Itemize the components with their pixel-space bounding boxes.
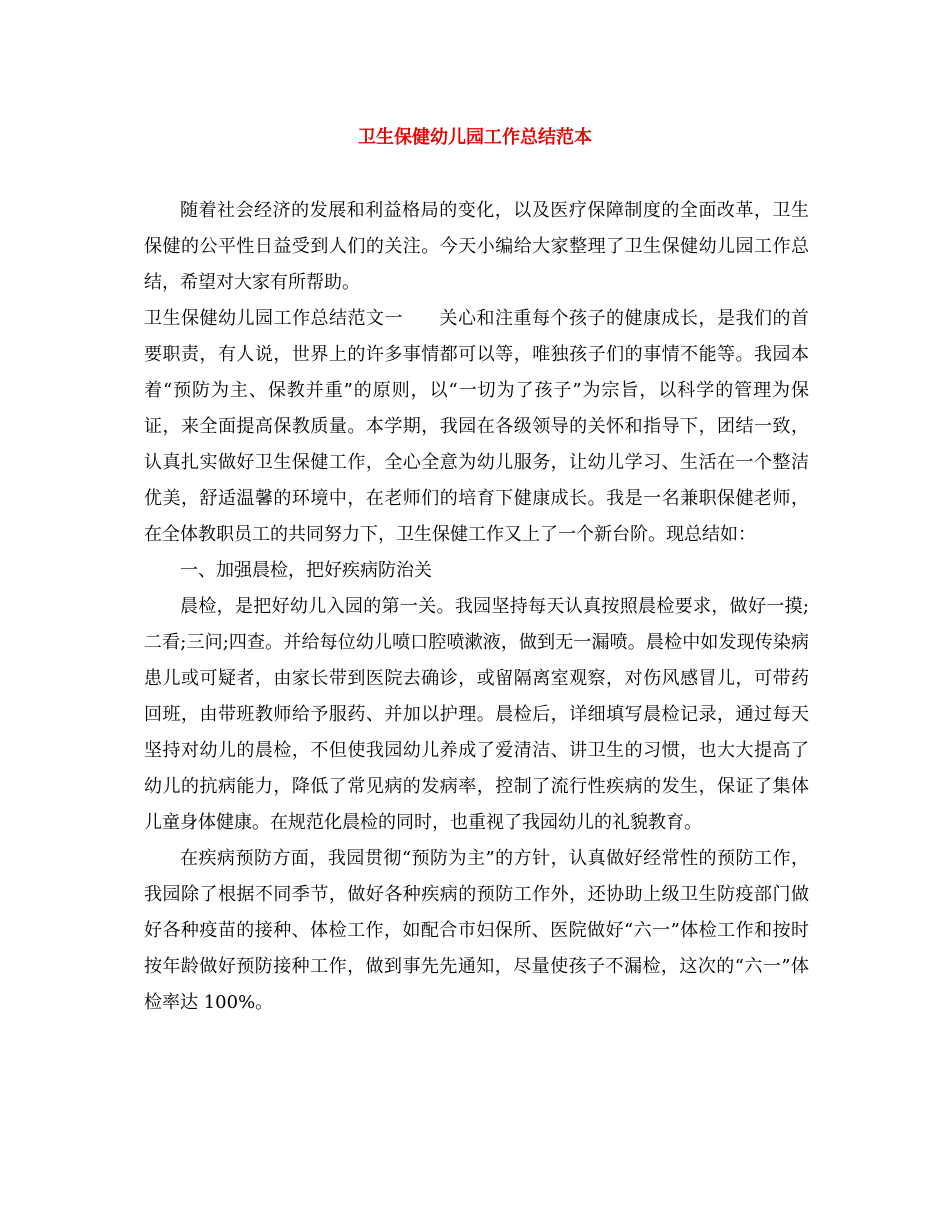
intro-paragraph: 随着社会经济的发展和利益格局的变化，以及医疗保障制度的全面改革，卫生保健的公平性日益受到人们的关注。今天小编给大家整理了卫生保健幼儿园工作总结，希望对大家有所帮助。 (144, 200, 809, 293)
sample-label: 卫生保健幼儿园工作总结范文一 (144, 308, 403, 329)
section-heading: 一、加强晨检，把好疾病防治关 (180, 560, 432, 581)
document-title: 卫生保健幼儿园工作总结范本 (358, 127, 592, 148)
morning-check-paragraph: 晨检，是把好幼儿入园的第一关。我园坚持每天认真按照晨检要求，做好一摸;二看;三问;四查。并给每位幼儿喷口腔喷漱液，做到无一漏喷。晨检中如发现传染病患儿或可疑者，由家长带到医院去确诊，或留隔离室观察，对伤风感冒儿，可带药回班，由带班教师给予服药、并加以护理。晨检后，详细填写晨检记录，通过每天坚持对幼儿的晨检，不但使我园幼儿养成了爱清洁、讲卫生的习惯，也大大提高了幼儿的抗病能力，降低了常见病的发病率，控制了流行性疾病的发生，保证了集体儿童身体健康。在规范化晨检的同时，也重视了我园幼儿的礼貌教育。 (144, 596, 809, 833)
document-body (144, 193, 809, 1021)
sample-paragraph (144, 301, 809, 553)
sample-text: 关心和注重每个孩子的健康成长，是我们的首要职责，有人说，世界上的许多事情都可以等，唯独孩子们的事情不能等。我园本着“预防为主、保教并重”的原则，以“一切为了孩子”为宗旨，以科学的管理为保证，来全面提高保教质量。本学期，我园在各级领导的关怀和指导下，团结一致，认真扎实做好卫生保健工作，全心全意为幼儿服务，让幼儿学习、生活在一个整洁优美，舒适温馨的环境中，在老师们的培育下健康成长。我是一名兼职保健老师，在全体教职员工的共同努力下，卫生保健工作又上了一个新台阶。现总结如： (144, 308, 809, 545)
disease-prevention-paragraph: 在疾病预防方面，我园贯彻“预防为主”的方针，认真做好经常性的预防工作，我园除了根据不同季节，做好各种疾病的预防工作外，还协助上级卫生防疫部门做好各种疫苗的接种、体检工作，如配合市妇保所、医院做好“六一”体检工作和按时按年龄做好预防接种工作，做到事先先通知，尽量使孩子不漏检，这次的“六一”体检率达 100%。 (144, 848, 809, 1013)
